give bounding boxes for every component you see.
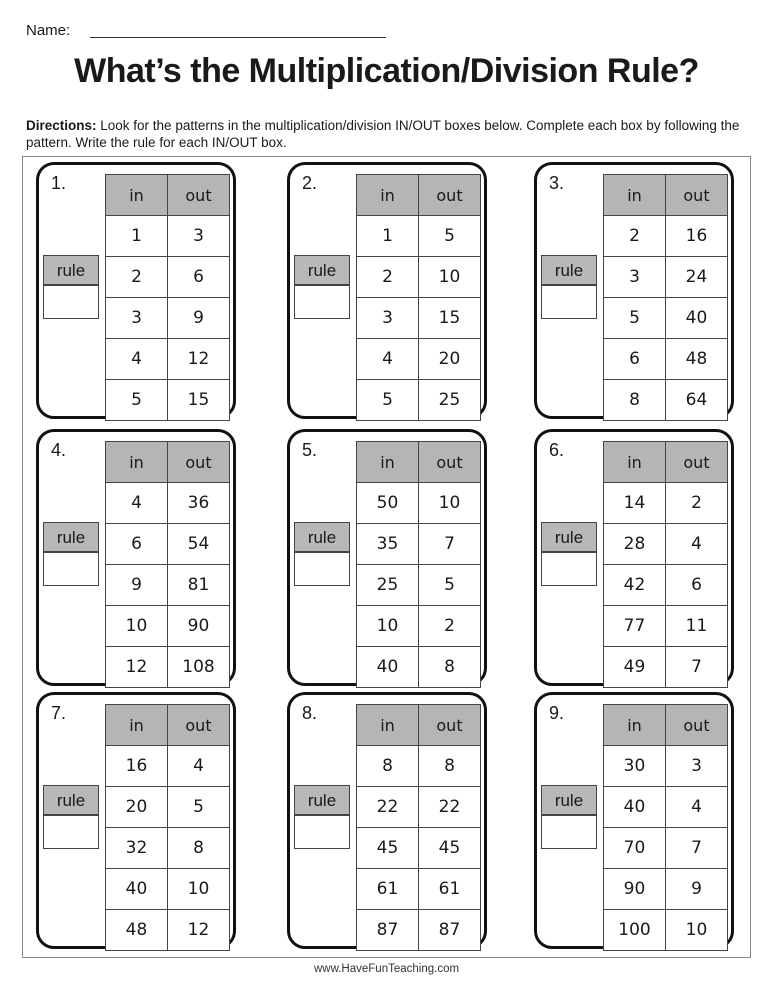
cell-out: 9 [666,869,728,910]
cell-out: 6 [168,257,230,298]
cell-out: 54 [168,524,230,565]
problem-card-9 [534,692,734,949]
cell-out: 20 [419,339,481,380]
table-row [357,339,481,380]
cell-in: 20 [106,787,168,828]
cell-out: 8 [419,647,481,688]
cell-in: 1 [106,216,168,257]
header-in: in [106,175,168,216]
cell-in: 5 [357,380,419,421]
cell-out: 40 [666,298,728,339]
name-label: Name: [26,22,71,39]
problem-card-2 [287,162,487,419]
table-row [604,647,728,688]
table-row [106,257,230,298]
cell-in: 10 [357,606,419,647]
table-row [357,483,481,524]
table-row [604,524,728,565]
table-row [604,606,728,647]
cell-in: 22 [357,787,419,828]
cell-in: 100 [604,910,666,951]
cell-in: 4 [106,483,168,524]
table-row [357,257,481,298]
cell-out: 7 [666,647,728,688]
header-in: in [106,442,168,483]
problem-card-6 [534,429,734,686]
header-out: out [168,175,230,216]
table-row [604,298,728,339]
table-row [604,380,728,421]
table-row [357,298,481,339]
cell-out: 7 [666,828,728,869]
problem-card-8 [287,692,487,949]
table-row [604,483,728,524]
cell-in: 87 [357,910,419,951]
cell-in: 2 [357,257,419,298]
table-row [357,910,481,951]
cell-in: 3 [106,298,168,339]
header-out: out [666,442,728,483]
in-out-table [105,704,230,951]
rule-label: rule [43,255,99,285]
cell-in: 12 [106,647,168,688]
problem-number: 6. [549,440,565,460]
cell-out: 9 [168,298,230,339]
cell-in: 70 [604,828,666,869]
cell-in: 42 [604,565,666,606]
cell-in: 40 [106,869,168,910]
cell-in: 1 [357,216,419,257]
cell-in: 3 [604,257,666,298]
table-row [604,787,728,828]
cell-out: 3 [168,216,230,257]
table-row [357,606,481,647]
cell-out: 36 [168,483,230,524]
cell-in: 3 [357,298,419,339]
cell-out: 16 [666,216,728,257]
cell-in: 45 [357,828,419,869]
table-row [357,828,481,869]
table-row [604,828,728,869]
table-row [604,910,728,951]
rule-answer-box[interactable] [43,552,99,586]
problem-number: 8. [302,703,318,723]
rule-label: rule [43,522,99,552]
table-row [106,216,230,257]
rule-label: rule [541,522,597,552]
cell-out: 15 [419,298,481,339]
table-row [106,524,230,565]
problem-number: 1. [51,173,67,193]
table-row [604,869,728,910]
cell-in: 35 [357,524,419,565]
in-out-table [356,704,481,951]
problem-card-7 [36,692,236,949]
cell-in: 48 [106,910,168,951]
cell-out: 12 [168,339,230,380]
table-row [357,565,481,606]
cell-out: 5 [168,787,230,828]
cell-in: 49 [604,647,666,688]
header-in: in [106,705,168,746]
header-out: out [168,442,230,483]
table-row [604,339,728,380]
page-title: What’s the Multiplication/Division Rule? [74,52,699,90]
cell-in: 9 [106,565,168,606]
cell-out: 45 [419,828,481,869]
cell-out: 15 [168,380,230,421]
rule-answer-box[interactable] [294,815,350,849]
table-row [106,869,230,910]
rule-answer-box[interactable] [294,285,350,319]
cell-out: 90 [168,606,230,647]
directions [26,117,748,151]
problem-number: 2. [302,173,318,193]
cell-in: 50 [357,483,419,524]
in-out-table [105,174,230,421]
cell-out: 10 [168,869,230,910]
rule-answer-box[interactable] [541,815,597,849]
cell-out: 4 [666,524,728,565]
rule-label: rule [541,785,597,815]
problem-number: 7. [51,703,67,723]
cell-in: 8 [604,380,666,421]
header-out: out [168,705,230,746]
cell-in: 40 [604,787,666,828]
in-out-table [356,441,481,688]
cell-in: 14 [604,483,666,524]
problem-number: 3. [549,173,565,193]
rule-label: rule [294,255,350,285]
header-out: out [666,705,728,746]
table-row [604,257,728,298]
cell-out: 4 [666,787,728,828]
cell-out: 61 [419,869,481,910]
cell-out: 5 [419,216,481,257]
problem-number: 4. [51,440,67,460]
table-row [106,647,230,688]
cell-out: 24 [666,257,728,298]
cell-in: 77 [604,606,666,647]
cell-in: 40 [357,647,419,688]
table-row [357,746,481,787]
cell-out: 8 [419,746,481,787]
header-out: out [419,442,481,483]
header-in: in [357,705,419,746]
cell-out: 3 [666,746,728,787]
cell-out: 10 [666,910,728,951]
in-out-table [603,441,728,688]
cell-in: 6 [106,524,168,565]
table-row [106,565,230,606]
cell-in: 16 [106,746,168,787]
header-in: in [357,442,419,483]
directions-lead: Directions: [26,118,97,133]
cell-out: 87 [419,910,481,951]
cell-in: 8 [357,746,419,787]
cell-out: 22 [419,787,481,828]
cell-in: 6 [604,339,666,380]
cell-out: 25 [419,380,481,421]
cell-in: 4 [357,339,419,380]
problem-card-4 [36,429,236,686]
cell-in: 10 [106,606,168,647]
header-out: out [419,705,481,746]
cell-out: 81 [168,565,230,606]
cell-in: 90 [604,869,666,910]
cell-in: 5 [604,298,666,339]
cell-out: 10 [419,483,481,524]
table-row [604,565,728,606]
cell-in: 30 [604,746,666,787]
problem-card-3 [534,162,734,419]
table-row [604,216,728,257]
cell-out: 12 [168,910,230,951]
table-row [357,524,481,565]
problem-number: 9. [549,703,565,723]
table-row [604,746,728,787]
cell-out: 7 [419,524,481,565]
in-out-table [603,174,728,421]
cell-in: 5 [106,380,168,421]
header-out: out [419,175,481,216]
table-row [106,380,230,421]
rule-answer-box[interactable] [43,815,99,849]
cell-in: 32 [106,828,168,869]
cell-out: 10 [419,257,481,298]
in-out-table [356,174,481,421]
footer-url: www.HaveFunTeaching.com [313,963,460,975]
cell-out: 2 [666,483,728,524]
table-row [106,828,230,869]
rule-label: rule [294,785,350,815]
header-out: out [666,175,728,216]
table-row [106,746,230,787]
in-out-table [105,441,230,688]
table-row [106,339,230,380]
table-row [357,787,481,828]
table-row [357,647,481,688]
cell-in: 2 [604,216,666,257]
rule-label: rule [541,255,597,285]
table-row [106,910,230,951]
header-in: in [604,175,666,216]
cell-out: 11 [666,606,728,647]
table-row [106,483,230,524]
cell-out: 48 [666,339,728,380]
cell-out: 6 [666,565,728,606]
cell-in: 4 [106,339,168,380]
directions-text: Look for the patterns in the multiplication/division IN/OUT boxes below. Complete each box by following the pattern. Write the rule for each IN/OUT box. [26,118,740,150]
table-row [106,606,230,647]
problem-card-5 [287,429,487,686]
cell-in: 28 [604,524,666,565]
cell-in: 2 [106,257,168,298]
cell-out: 64 [666,380,728,421]
cell-in: 25 [357,565,419,606]
table-row [357,380,481,421]
rule-answer-box[interactable] [294,552,350,586]
cell-out: 2 [419,606,481,647]
rule-answer-box[interactable] [541,285,597,319]
rule-answer-box[interactable] [43,285,99,319]
rule-label: rule [43,785,99,815]
table-row [106,787,230,828]
cell-out: 5 [419,565,481,606]
name-line[interactable] [90,37,386,38]
table-row [106,298,230,339]
table-row [357,869,481,910]
cell-in: 61 [357,869,419,910]
cell-out: 4 [168,746,230,787]
cell-out: 108 [168,647,230,688]
rule-answer-box[interactable] [541,552,597,586]
problem-number: 5. [302,440,318,460]
in-out-table [603,704,728,951]
problem-card-1 [36,162,236,419]
cell-out: 8 [168,828,230,869]
rule-label: rule [294,522,350,552]
header-in: in [604,705,666,746]
header-in: in [604,442,666,483]
table-row [357,216,481,257]
header-in: in [357,175,419,216]
